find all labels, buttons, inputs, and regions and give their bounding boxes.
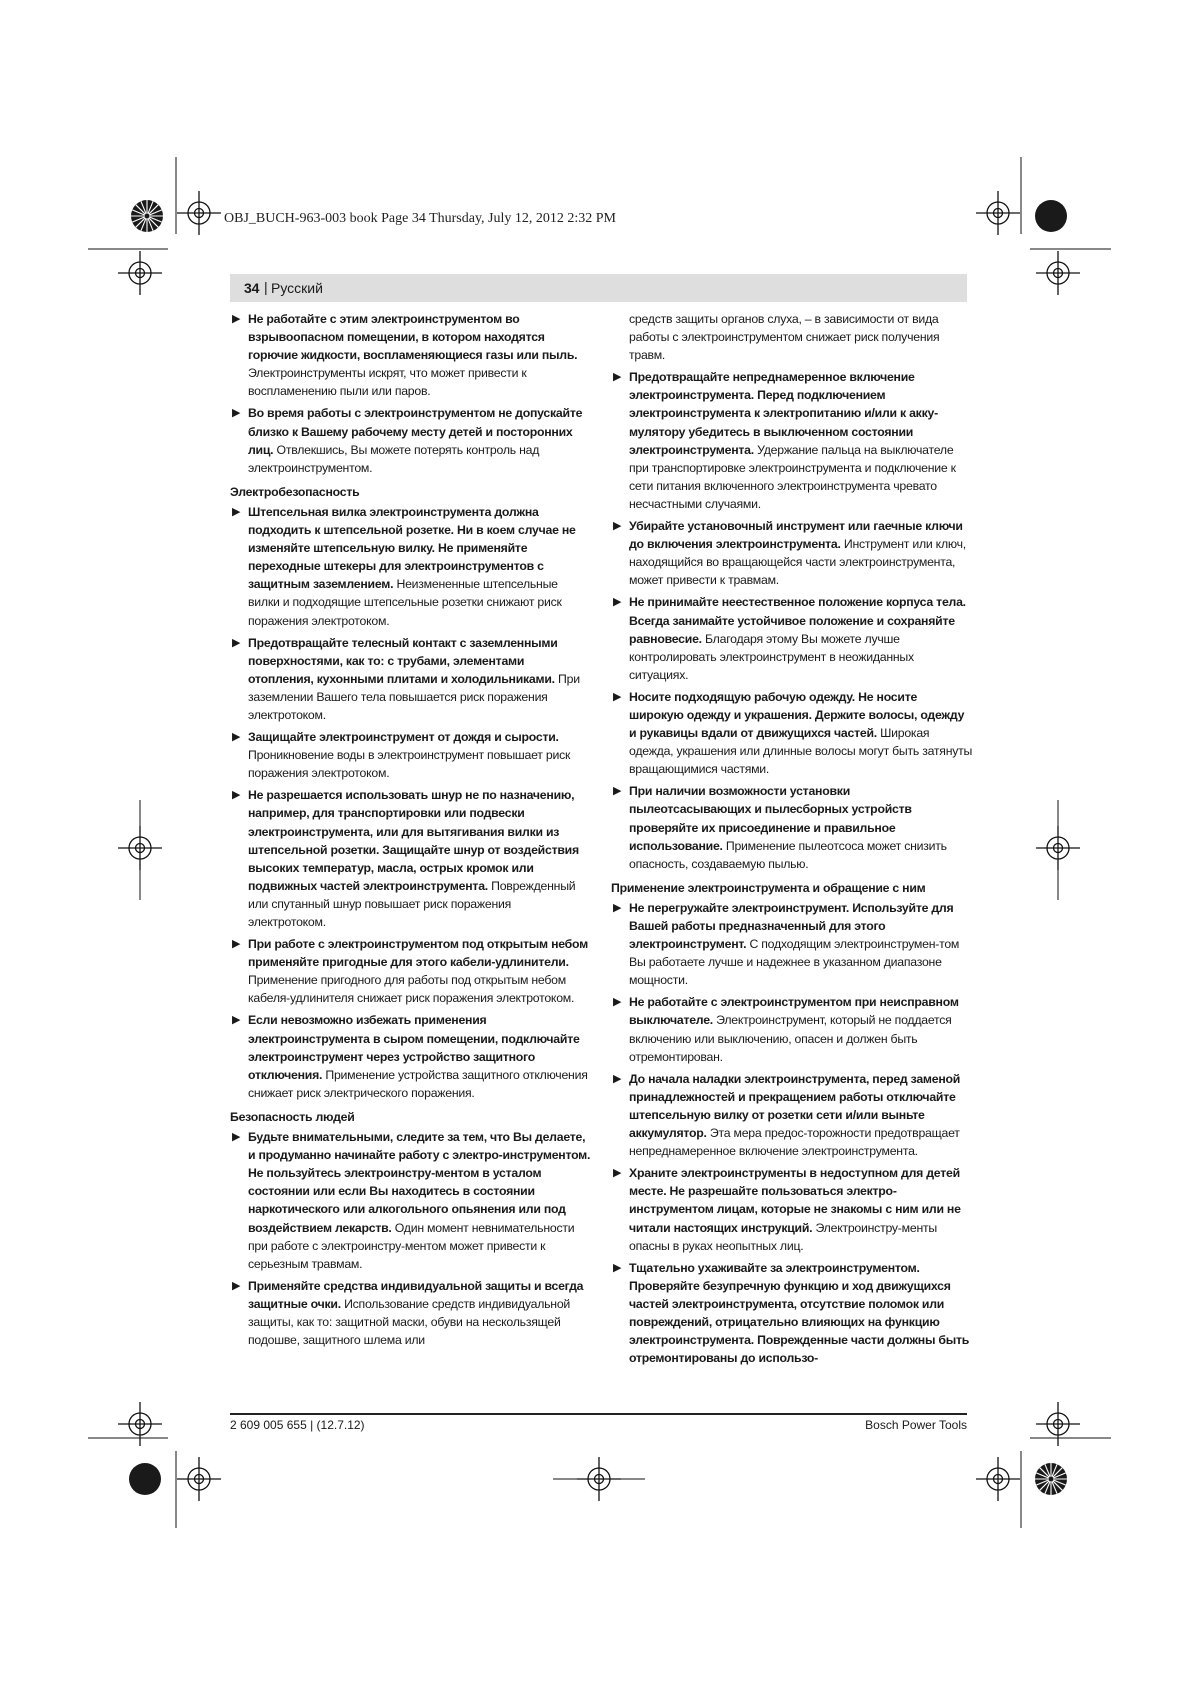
page-header-band — [230, 274, 967, 302]
bullet-bold-text: Не перегружайте электроинструмент. Используйте для Вашей работы предназначенный для этого электроинструмент. — [629, 900, 954, 952]
bullet-item — [230, 503, 592, 630]
crosshair-icon — [1036, 251, 1080, 295]
bullet-body-text: Один момент невнимательности при работе с электроинстру-ментом может привести к серьезным травмам. — [248, 1220, 575, 1271]
bullet-arrow-icon: ▶ — [613, 1167, 622, 1180]
bullet-arrow-icon: ▶ — [232, 407, 241, 420]
footer-brand: Bosch Power Tools — [865, 1418, 967, 1432]
bullet-arrow-icon: ▶ — [613, 520, 622, 533]
bullet-body-text: Неизмененные штепсельные вилки и подходящие штепсельные розетки снижают риск поражения электротоком. — [248, 577, 562, 628]
header-language: Русский — [271, 280, 323, 296]
bullet-bold-text: Убирайте установочный инструмент или гаечные ключи до включения электроинструмента. — [629, 519, 963, 552]
bullet-item — [611, 899, 973, 989]
bullet-arrow-icon: ▶ — [232, 789, 241, 802]
bullet-arrow-icon: ▶ — [232, 1131, 241, 1144]
bullet-body-text: Эта мера предос-торожности предотвращает непреднамеренное включение электроинструмента. — [629, 1126, 960, 1159]
bullet-body-text: Использование средств индивидуальной защиты, как то: защитной маски, обуви на нескользящей подошве, защитного шлема или — [248, 1296, 571, 1348]
crosshair-icon — [177, 1457, 221, 1501]
bullet-item — [230, 310, 592, 400]
filled-target-icon — [1035, 200, 1067, 232]
bullet-arrow-icon: ▶ — [613, 596, 622, 609]
bullet-arrow-icon: ▶ — [613, 371, 622, 384]
crosshair-icon — [1036, 1402, 1080, 1446]
paragraph-continuation: средств защиты органов слуха, – в зависимости от вида работы с электроинструментом снижает риск получения травм. — [629, 312, 940, 363]
bullet-body-text: Благодаря этому Вы можете лучше контролировать электроинструмент в неожиданных ситуациях. — [629, 631, 914, 682]
bullet-item — [230, 728, 592, 782]
crosshair-icon — [976, 191, 1020, 235]
bullet-bold-text: Будьте внимательными, следите за тем, что Вы делаете, и продуманно начинайте работу с электро-инструментом. Не пользуйтесь электроинстру-ментом в усталом состоянии или если Вы находитесь в состоянии наркотического или алкогольного опьянения или под воздействием лекарств. — [248, 1130, 591, 1235]
bullet-arrow-icon: ▶ — [232, 313, 241, 325]
bullet-item — [611, 688, 973, 778]
bullet-bold-text: При наличии возможности установки пылеотсасывающих и пылесборных устройств проверяйте их присоединение и правильное использование. — [629, 784, 912, 853]
crosshair-icon — [118, 251, 162, 295]
bullet-item — [611, 593, 973, 683]
bullet-body-text: Применение пригодного для работы под открытым небом кабеля-удлинителя снижает риск поражения электротоком. — [248, 973, 575, 1006]
header-separator: | — [264, 279, 268, 295]
page-number: 34 — [244, 280, 260, 296]
bullet-item — [611, 517, 973, 589]
bullet-item — [611, 993, 973, 1065]
bullet-bold-text: Во время работы с электроинструментом не допускайте близко к Вашему рабочему месту детей и посторонних лиц. — [248, 406, 583, 457]
crosshair-icon — [177, 191, 221, 235]
bullet-item — [611, 1164, 973, 1254]
bullet-bold-text: До начала наладки электроинструмента, перед заменой принадлежностей и прекращением работы отключайте штепсельную вилку от розетки сети и/или выньте аккумулятор. — [629, 1071, 961, 1141]
bullet-body-text: Удержание пальца на выключателе при транспортировке электроинструмента и подключение к сети питания включенного электроинструмента чревато несчастными случаями. — [629, 442, 956, 511]
bullet-body-text: Отвлекшись, Вы можете потерять контроль над электроинструментом. — [248, 442, 540, 475]
left-column — [230, 310, 592, 1353]
crosshair-icon — [118, 1402, 162, 1446]
bullet-body-text: С подходящим электроинструмен-том Вы работаете лучше и надежнее в указанном диапазоне мощности. — [629, 937, 960, 988]
bullet-body-text: Электроинструмент, который не поддается включению или выключению, опасен и должен быть отремонтирован. — [629, 1013, 952, 1064]
print-slug: OBJ_BUCH-963-003 book Page 34 Thursday, July 12, 2012 2:32 PM — [224, 211, 617, 226]
bullet-arrow-icon: ▶ — [232, 1279, 241, 1292]
bullet-arrow-icon: ▶ — [613, 901, 622, 914]
bullet-arrow-icon: ▶ — [232, 731, 241, 744]
bullet-item — [230, 1128, 592, 1273]
section-heading: Электробезопасность — [230, 484, 360, 499]
bullet-arrow-icon: ▶ — [613, 785, 622, 798]
bullet-body-text: Электроинстру-менты опасны в руках неопытных лиц. — [629, 1220, 937, 1253]
bullet-item — [611, 1259, 973, 1368]
bullet-bold-text: Применяйте средства индивидуальной защиты и всегда защитные очки. — [248, 1278, 584, 1311]
bullet-body-text: Применение пылеотсоса может снизить опасность, создаваемую пылью. — [629, 838, 947, 871]
bullet-bold-text: Храните электроинструменты в недоступном для детей месте. Не разрешайте пользоваться электро-инструментом лицам, которые не знакомы с ним или не читали настоящих инструкций. — [629, 1166, 961, 1235]
bullet-bold-text: Носите подходящую рабочую одежду. Не носите широкую одежду и украшения. Держите волосы, одежду и рукавицы вдали от движущихся частей. — [629, 689, 965, 741]
section-heading: Безопасность людей — [230, 1109, 355, 1124]
bullet-bold-text: Защищайте электроинструмент от дождя и сырости. — [248, 730, 559, 745]
footer-document-number: 2 609 005 655 | (12.7.12) — [230, 1418, 365, 1432]
bullet-body-text: Широкая одежда, украшения или длинные волосы могут быть затянуты вращающимися частями. — [629, 726, 973, 777]
bullet-body-text: Применение устройства защитного отключения снижает риск электрического поражения. — [248, 1067, 588, 1100]
bullet-item — [230, 1011, 592, 1101]
bullet-body-text: Проникновение воды в электроинструмент повышает риск поражения электротоком. — [248, 748, 571, 781]
filled-target-icon — [129, 1463, 161, 1495]
bullet-item — [611, 368, 973, 513]
bullet-arrow-icon: ▶ — [232, 938, 241, 951]
bullet-bold-text: Не работайте с электроинструментом при неисправном выключателе. — [629, 995, 959, 1028]
footer-rule — [230, 1413, 967, 1415]
bullet-body-text: Поврежденный или спутанный шнур повышает риск поражения электротоком. — [248, 878, 576, 929]
section-heading: Применение электроинструмента и обращение с ним — [611, 880, 926, 895]
bullet-item — [230, 935, 592, 1007]
bullet-item — [230, 634, 592, 724]
bullet-bold-text: При работе с электроинструментом под открытым небом применяйте пригодные для этого кабели-удлинители. — [248, 937, 588, 970]
bullet-bold-text: Если невозможно избежать применения электроинструмента в сыром помещении, подключайте электроинструмент через устройство защитного отключения. — [248, 1013, 580, 1082]
bullet-bold-text: Не принимайте неестественное положение корпуса тела. Всегда занимайте устойчивое положение и сохраняйте равновесие. — [629, 595, 966, 646]
bullet-arrow-icon: ▶ — [613, 1072, 622, 1085]
bullet-bold-text: Предотвращайте непреднамеренное включение электроинструмента. Перед подключением электроинструмента к электропитанию и/или к акку-мулятору убедитесь в выключенном состоянии электроинструмента. — [629, 370, 938, 457]
bullet-item — [230, 404, 592, 476]
bullet-arrow-icon: ▶ — [232, 1014, 241, 1027]
bullet-arrow-icon: ▶ — [613, 996, 622, 1009]
bullet-bold-text: Предотвращайте телесный контакт с заземленными поверхностями, как то: с трубами, элементами отопления, кухонными плитами и холодильниками. — [248, 635, 558, 686]
bullet-arrow-icon: ▶ — [613, 1261, 622, 1274]
bullet-arrow-icon: ▶ — [613, 690, 622, 703]
bullet-body-text: Инструмент или ключ, находящийся во вращающейся части электроинструмента, может привести к травмам. — [629, 537, 966, 588]
bullet-body-text: Электроинструменты искрят, что может привести к воспламенению пыли или паров. — [248, 366, 527, 399]
bullet-bold-text: Тщательно ухаживайте за электроинструментом. Проверяйте безупречную функцию и ход движущихся частей электроинструмента, отсутствие поломок или повреждений, отрицательно влияющих на функцию электроинструмента. Поврежденные части должны быть отремонтированы до использо- — [629, 1260, 970, 1366]
right-column — [611, 310, 973, 1371]
bullet-bold-text: Штепсельная вилка электроинструмента должна подходить к штепсельной розетке. Ни в коем случае не изменяйте штепсельную вилку. Не применяйте переходные штекеры для электроинструментов с защитным заземлением. — [248, 504, 576, 592]
bullet-arrow-icon: ▶ — [232, 636, 241, 649]
crosshair-icon — [976, 1457, 1020, 1501]
bullet-item — [230, 1277, 592, 1349]
star-target-icon — [1035, 1463, 1067, 1495]
bullet-item — [230, 786, 592, 931]
bullet-arrow-icon: ▶ — [232, 505, 241, 518]
bullet-item — [611, 1070, 973, 1160]
bullet-bold-text: Не работайте с этим электроинструментом во взрывоопасном помещении, в котором находятся горючие жидкости, воспламеняющиеся газы или пыль. — [248, 312, 578, 363]
bullet-item — [611, 782, 973, 872]
star-target-icon — [131, 200, 163, 232]
bullet-body-text: При заземлении Вашего тела повышается риск поражения электротоком. — [248, 671, 580, 722]
bullet-bold-text: Не разрешается использовать шнур не по назначению, например, для транспортировки или подвески электроинструмента, или для вытягивания вилки из штепсельной розетки. Защищайте шнур от воздействия высоких температур, масла, острых кромок или подвижных частей электроинструмента. — [248, 788, 579, 893]
